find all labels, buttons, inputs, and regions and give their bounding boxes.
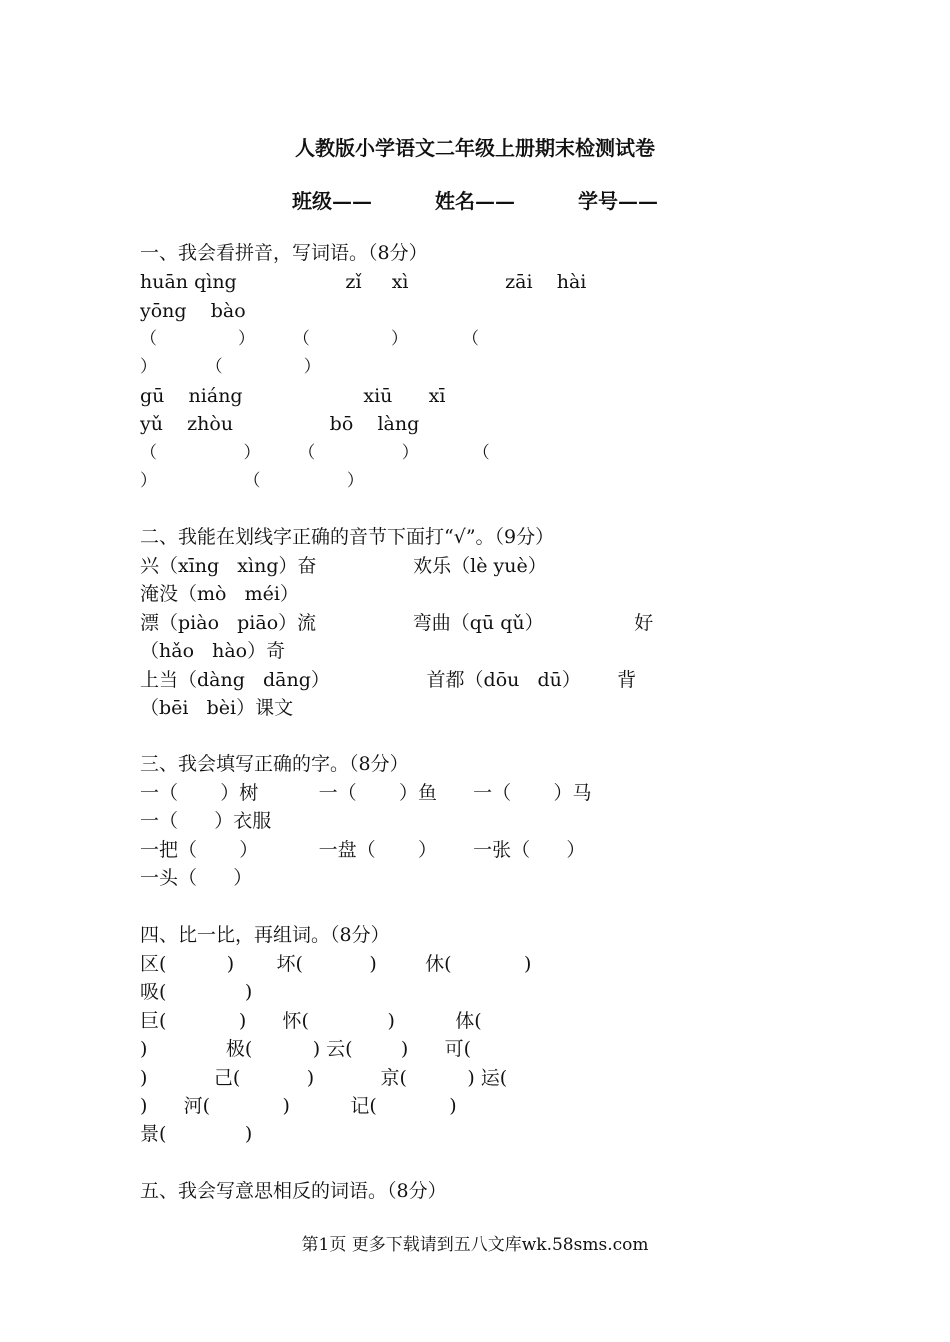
student-info-row — [0, 185, 950, 214]
section-5-heading: 五、我会写意思相反的词语。（8分） — [140, 1180, 447, 1202]
s3-line: 一把（ ） 一盘（ ） 一张（ ） — [140, 839, 586, 861]
s2-line: （hǎo hào）奇 — [140, 640, 286, 662]
s2-line: 淹没（mò méi） — [140, 583, 299, 605]
s1-line: （ ） （ ） （ — [140, 443, 490, 463]
s1-line: ） （ ） — [140, 471, 364, 491]
s4-line: 景( ) — [140, 1123, 253, 1145]
s1-line: yǔ zhòu bō làng — [140, 413, 420, 435]
s4-line: ) 己( ) 京( ) 运( — [140, 1067, 508, 1089]
s3-line: 一（ ）树 一（ ）鱼 一（ ）马 — [140, 782, 592, 804]
section-1-heading: 一、我会看拼音，写词语。（8分） — [140, 242, 428, 264]
s1-line: huān qìng zǐ xì zāi hài — [140, 271, 587, 293]
s2-line: （bēi bèi）课文 — [140, 697, 294, 719]
page-title: 人教版小学语文二年级上册期末检测试卷 — [295, 136, 655, 160]
s4-line: 巨( ) 怀( ) 体( — [140, 1010, 482, 1032]
s2-line: 上当（dàng dāng） 首都（dōu dū） 背 — [140, 669, 637, 691]
s4-line: 区( ) 坏( ) 休( ) — [140, 953, 532, 975]
id-label: 学号—— — [577, 189, 658, 213]
s3-line: 一（ ）衣服 — [140, 810, 272, 832]
page-footer: 第1页 更多下载请到五八文库wk.58sms.com — [301, 1235, 649, 1255]
section-2-heading: 二、我能在划线字正确的音节下面打“√”。（9分） — [140, 526, 555, 548]
s4-line: ) 极( ) 云( ) 可( — [140, 1038, 471, 1060]
s1-line: yōng bào — [140, 300, 246, 322]
s3-line: 一头（ ） — [140, 867, 253, 889]
s4-line: 吸( ) — [140, 981, 253, 1003]
section-4-heading: 四、比一比，再组词。（8分） — [140, 924, 390, 946]
s1-line: ） （ ） — [140, 357, 321, 377]
s1-line: （ ） （ ） （ — [140, 329, 479, 349]
section-3-heading: 三、我会填写正确的字。（8分） — [140, 753, 409, 775]
s1-line: gū niáng xiū xī — [140, 385, 446, 407]
name-label: 姓名—— — [435, 189, 515, 213]
s2-line: 漂（piào piāo）流 弯曲（qū qǔ） 好 — [140, 612, 654, 634]
s4-line: ) 河( ) 记( ) — [140, 1095, 457, 1117]
s2-line: 兴（xīng xìng）奋 欢乐（lè yuè） — [140, 555, 547, 577]
class-label: 班级—— — [292, 189, 373, 213]
